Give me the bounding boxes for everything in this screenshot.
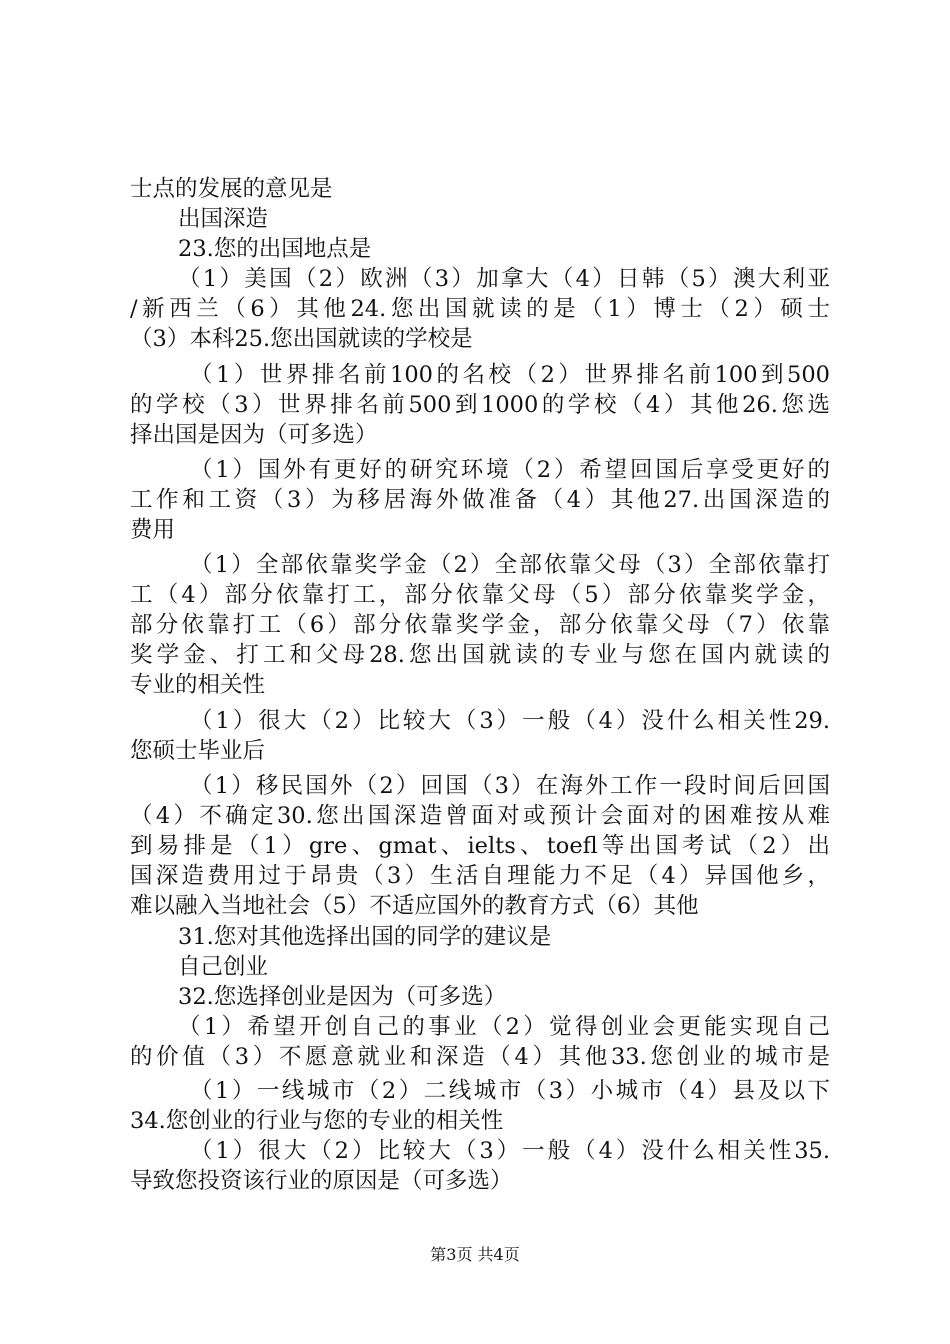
text-line: 到易排是（1）gre、gmat、ielts、toefl等出国考试（2）出 — [130, 833, 830, 859]
text-line: 费用 — [130, 517, 176, 543]
text-line: 部分依靠打工（6）部分依靠奖学金，部分依靠父母（7）依靠 — [130, 612, 830, 638]
text-line: 专业的相关性 — [130, 672, 266, 698]
text-line: （1）全部依靠奖学金（2）全部依靠父母（3）全部依靠打 — [190, 552, 830, 578]
text-line: 34.您创业的行业与您的专业的相关性 — [130, 1108, 504, 1134]
page-footer: 第3页 共4页 — [430, 1245, 520, 1264]
text-line: （1）世界排名前100的名校（2）世界排名前100到500 — [190, 362, 830, 388]
text-line: 工（4）部分依靠打工，部分依靠父母（5）部分依靠奖学金， — [130, 582, 830, 608]
text-line: （1）国外有更好的研究环境（2）希望回国后享受更好的 — [190, 457, 830, 483]
text-line: 奖学金、打工和父母28.您出国就读的专业与您在国内就读的 — [130, 642, 830, 668]
text-line: 难以融入当地社会（5）不适应国外的教育方式（6）其他 — [130, 893, 699, 919]
text-line: （1）希望开创自己的事业（2）觉得创业会更能实现自己 — [178, 1014, 830, 1040]
text-line: 工作和工资（3）为移居海外做准备（4）其他27.出国深造的 — [130, 487, 830, 513]
text-line: （1）美国（2）欧洲（3）加拿大（4）日韩（5）澳大利亚 — [178, 266, 830, 292]
text-line: 国深造费用过于昂贵（3）生活自理能力不足（4）异国他乡， — [130, 863, 830, 889]
text-line: 自己创业 — [178, 954, 269, 980]
text-line: （1）移民国外（2）回国（3）在海外工作一段时间后回国 — [190, 773, 830, 799]
text-line: （3）本科25.您出国就读的学校是 — [130, 326, 473, 352]
text-line: 的价值（3）不愿意就业和深造（4）其他33.您创业的城市是 — [130, 1044, 830, 1070]
text-line: 32.您选择创业是因为（可多选） — [178, 984, 507, 1010]
text-line: 导致您投资该行业的原因是（可多选） — [130, 1168, 513, 1194]
text-line: 择出国是因为（可多选） — [130, 422, 378, 448]
text-line: 31.您对其他选择出国的同学的建议是 — [178, 924, 552, 950]
text-line: 您硕士毕业后 — [130, 738, 266, 764]
text-line: （1）很大（2）比较大（3）一般（4）没什么相关性29. — [190, 708, 830, 734]
text-line: 出国深造 — [178, 206, 269, 232]
text-line: （1）很大（2）比较大（3）一般（4）没什么相关性35. — [190, 1138, 830, 1164]
text-line: 23.您的出国地点是 — [178, 236, 372, 262]
text-line: （1）一线城市（2）二线城市（3）小城市（4）县及以下 — [190, 1078, 830, 1104]
text-line: 的学校（3）世界排名前500到1000的学校（4）其他26.您选 — [130, 392, 830, 418]
text-line: （4）不确定30.您出国深造曾面对或预计会面对的困难按从难 — [130, 803, 830, 829]
text-line: 士点的发展的意见是 — [130, 176, 333, 202]
text-line: /新西兰（6）其他24.您出国就读的是（1）博士（2）硕士 — [130, 296, 830, 322]
